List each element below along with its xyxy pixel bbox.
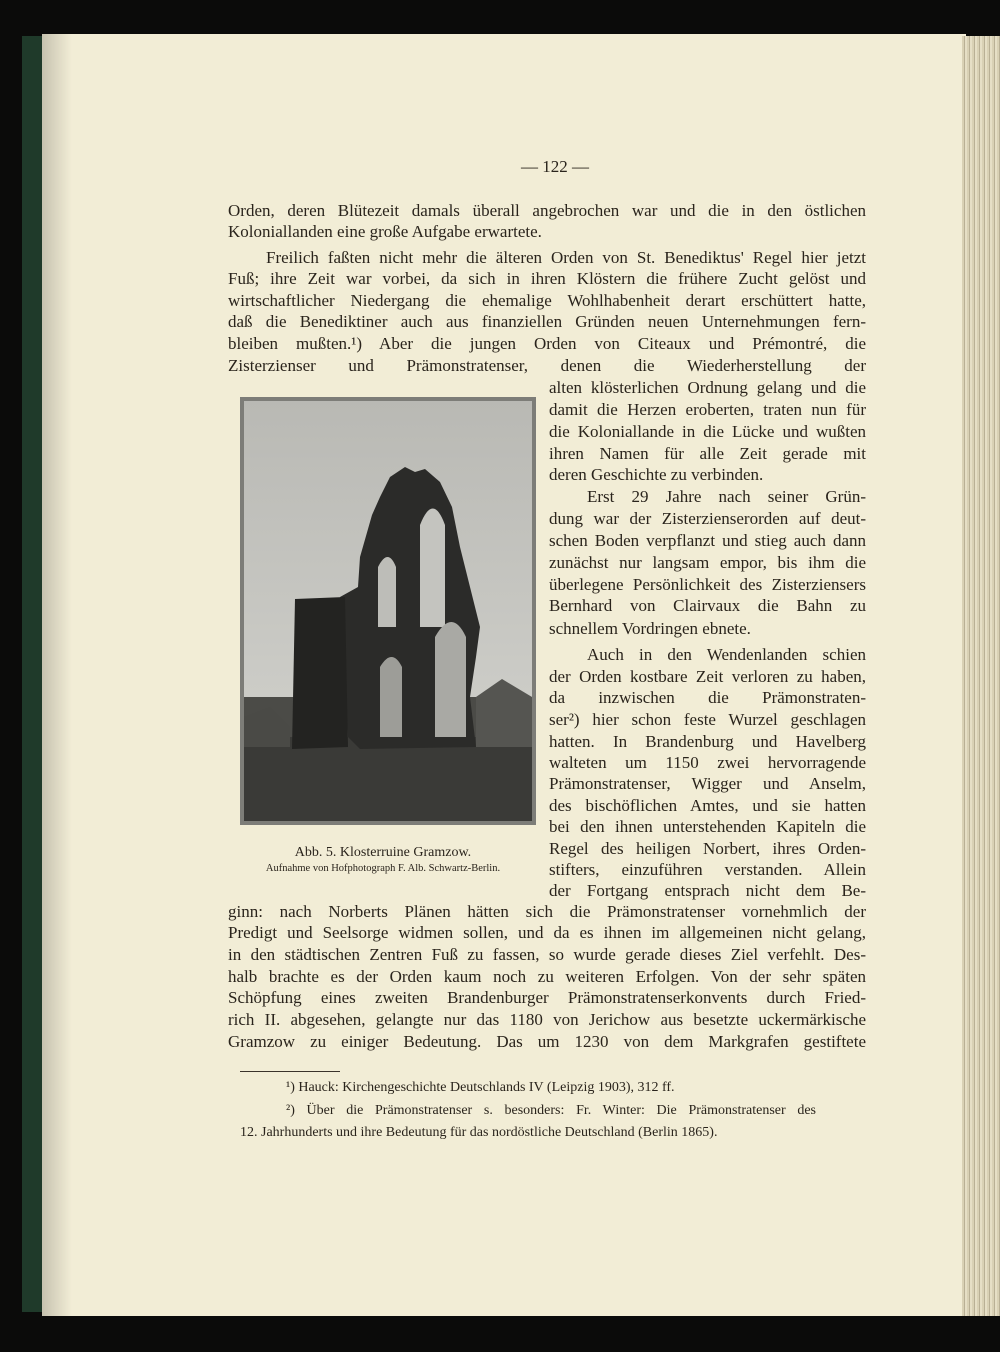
- text-line: ihren Namen für alle Zeit gerade mit: [549, 444, 866, 463]
- text-line: hatten. In Brandenburg und Havelberg: [549, 732, 866, 751]
- text-line: Orden, deren Blütezeit damals überall angebrochen war und die in den östlichen: [228, 201, 866, 220]
- text-line: Schöpfung eines zweiten Brandenburger Prämonstratenserkonvents durch Fried-: [228, 988, 866, 1007]
- text-line: walteten um 1150 zwei hervorragende: [549, 753, 866, 772]
- text-line: Predigt und Seelsorge widmen sollen, und da es ihnen im allgemeinen nicht gelang,: [228, 923, 866, 942]
- text-line: Prämonstratenser, Wigger und Anselm,: [549, 774, 866, 793]
- text-line: die Koloniallande in die Lücke und wußten: [549, 422, 866, 441]
- text-line: alten klösterlichen Ordnung gelang und die: [549, 378, 866, 397]
- text-line: Bernhard von Clairvaux die Bahn zu: [549, 596, 866, 615]
- text-line: Koloniallanden eine große Aufgabe erwartete.: [228, 222, 542, 241]
- figure-credit: Aufnahme von Hofphotograph F. Alb. Schwartz-Berlin.: [265, 863, 501, 874]
- page-gutter-shadow: [42, 34, 72, 1316]
- text-line: Erst 29 Jahre nach seiner Grün-: [587, 487, 866, 506]
- text-line: der Orden kostbare Zeit verloren zu haben,: [549, 667, 866, 686]
- page-stack-edges: [962, 36, 1000, 1316]
- figure-caption: Abb. 5. Klosterruine Gramzow.: [294, 845, 472, 860]
- footnote: ¹) Hauck: Kirchengeschichte Deutschlands IV (Leipzig 1903), 312 ff.: [286, 1080, 675, 1095]
- text-line: wirtschaftlicher Niedergang die ehemalige Wohlhabenheit derart erschüttert hatte,: [228, 291, 866, 310]
- text-line: Fuß; ihre Zeit war vorbei, da sich in ihren Klöstern die frühere Zucht gelöst und: [228, 269, 866, 288]
- footnote-divider: [240, 1071, 340, 1072]
- text-line: daß die Benediktiner auch aus finanziellen Gründen neuen Unternehmungen fern-: [228, 312, 866, 331]
- text-line: in den städtischen Zentren Fuß zu fassen, so wurde gerade dieses Ziel verfehlt. Des-: [228, 945, 866, 964]
- text-line: Freilich faßten nicht mehr die älteren Orden von St. Benediktus' Regel hier jetzt: [266, 248, 866, 267]
- footnote: 12. Jahrhunderts und ihre Bedeutung für das nordöstliche Deutschland (Berlin 1865).: [240, 1125, 718, 1140]
- photo-klosterruine-gramzow: [240, 397, 536, 825]
- text-line: Zisterzienser und Prämonstratenser, denen die Wiederherstellung der: [228, 356, 866, 375]
- book-cover-edge: [22, 36, 44, 1312]
- text-line: bei den ihnen unterstehenden Kapiteln die: [549, 817, 866, 836]
- page-number: — 122 —: [521, 157, 589, 176]
- text-line: ginn: nach Norberts Plänen hätten sich die Prämonstratenser vornehmlich der: [228, 902, 866, 921]
- text-line: da inzwischen die Prämonstraten-: [549, 688, 866, 707]
- text-line: stifters, einzuführen verstanden. Allein: [549, 860, 866, 879]
- text-line: schnellem Vordringen ebnete.: [549, 619, 751, 638]
- text-line: deren Geschichte zu verbinden.: [549, 465, 764, 484]
- text-line: dung war der Zisterzienserorden auf deut-: [549, 509, 866, 528]
- text-line: des bischöflichen Amtes, und sie hatten: [549, 796, 866, 815]
- text-line: Regel des heiligen Norbert, ihres Orden-: [549, 839, 866, 858]
- text-line: zunächst nur langsam empor, bis ihm die: [549, 553, 866, 572]
- text-line: rich II. abgesehen, gelangte nur das 1180 von Jerichow aus besetzte uckermärkische: [228, 1010, 866, 1029]
- text-line: halb brachte es der Orden kaum noch zu weiteren Erfolgen. Von der sehr späten: [228, 967, 866, 986]
- footnote: ²) Über die Prämonstratenser s. besonders: Fr. Winter: Die Prämonstratenser des: [286, 1103, 816, 1118]
- text-line: bleiben mußten.¹) Aber die jungen Orden von Citeaux und Prémontré, die: [228, 334, 866, 353]
- text-line: Gramzow zu einiger Bedeutung. Das um 1230 von dem Markgrafen gestiftete: [228, 1032, 866, 1051]
- text-line: damit die Herzen eroberten, traten nun für: [549, 400, 866, 419]
- text-line: überlegene Persönlichkeit des Zisterziensers: [549, 575, 866, 594]
- text-line: schen Boden verpflanzt und stieg auch dann: [549, 531, 866, 550]
- text-line: der Fortgang entsprach nicht dem Be-: [549, 881, 866, 900]
- text-line: ser²) hier schon feste Wurzel geschlagen: [549, 710, 866, 729]
- text-line: Auch in den Wendenlanden schien: [587, 645, 866, 664]
